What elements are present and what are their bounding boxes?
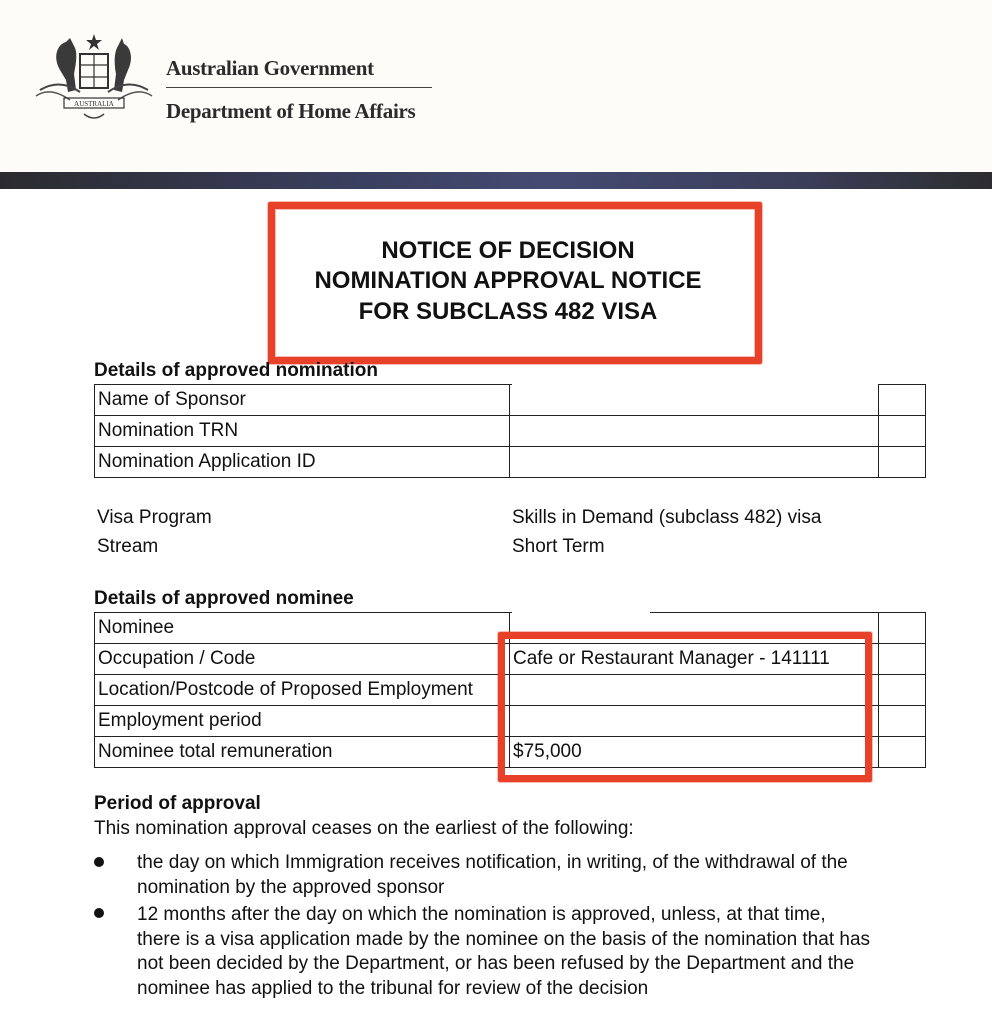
- crest-scroll-text: AUSTRALIA: [74, 100, 114, 108]
- occupation-extra: [879, 644, 926, 675]
- bullet-line: not been decided by the Department, or has been refused by the Department and the: [137, 953, 855, 974]
- nomination-table: [94, 384, 926, 478]
- bullet-icon: [94, 857, 104, 867]
- table-row: [95, 416, 926, 447]
- notice-title-line1: NOTICE OF DECISION: [381, 237, 635, 264]
- application-id-extra: [879, 447, 926, 478]
- sponsor-extra: [879, 385, 926, 416]
- bullet-line: the day on which Immigration receives notification, in writing, of the withdrawal of the: [137, 852, 848, 873]
- bullet-line: there is a visa application made by the nominee on the basis of the nomination that has: [137, 928, 871, 950]
- table-row: [95, 447, 926, 478]
- application-id-label: Nomination Application ID: [95, 447, 510, 478]
- nominee-extra: [879, 613, 926, 644]
- approval-bullet-1: [137, 851, 937, 900]
- nominee-label: Nominee: [95, 613, 510, 644]
- employment-period-label: Employment period: [95, 706, 510, 737]
- location-extra: [879, 675, 926, 706]
- sponsor-value: [510, 385, 879, 416]
- notice-title-line3: FOR SUBCLASS 482 VISA: [358, 298, 658, 325]
- remuneration-extra: [879, 737, 926, 768]
- approval-heading: Period of approval: [94, 793, 261, 814]
- occupation-value: Cafe or Restaurant Manager - 141111: [510, 644, 879, 675]
- letterhead: [0, 0, 992, 172]
- redaction-gap: [512, 383, 878, 385]
- occupation-highlight-box: [498, 632, 872, 782]
- redaction-gap: [512, 611, 650, 613]
- sponsor-label: Name of Sponsor: [95, 385, 510, 416]
- coat-of-arms-logo: [30, 30, 158, 126]
- visa-program-label: Visa Program: [97, 507, 212, 528]
- remuneration-value: $75,000: [510, 737, 879, 768]
- bullet-line: 12 months after the day on which the nomination is approved, unless, at that time,: [137, 904, 826, 925]
- employment-period-extra: [879, 706, 926, 737]
- nominee-heading: Details of approved nominee: [94, 588, 354, 609]
- approval-intro: This nomination approval ceases on the earliest of the following:: [94, 818, 634, 839]
- occupation-label: Occupation / Code: [95, 644, 510, 675]
- trn-extra: [879, 416, 926, 447]
- remuneration-label: Nominee total remuneration: [95, 737, 510, 768]
- stream-value: Short Term: [512, 536, 605, 557]
- government-name: Australian Government: [166, 56, 374, 80]
- application-id-value: [510, 447, 879, 478]
- table-row: [95, 385, 926, 416]
- bullet-line: nominee has applied to the tribunal for review of the decision: [137, 977, 649, 999]
- stream-label: Stream: [97, 536, 159, 557]
- approval-bullet-2: [137, 903, 937, 1001]
- bullet-line: nomination by the approved sponsor: [137, 876, 445, 898]
- nomination-heading: Details of approved nomination: [94, 360, 378, 381]
- notice-title-line2: NOMINATION APPROVAL NOTICE: [314, 267, 702, 294]
- trn-label: Nomination TRN: [95, 416, 510, 447]
- location-label: Location/Postcode of Proposed Employment: [95, 675, 510, 706]
- bullet-icon: [94, 908, 104, 918]
- header-divider: [166, 87, 432, 88]
- department-name: Department of Home Affairs: [166, 99, 416, 123]
- header-band: [0, 172, 992, 189]
- visa-program-value: Skills in Demand (subclass 482) visa: [512, 507, 822, 528]
- trn-value: [510, 416, 879, 447]
